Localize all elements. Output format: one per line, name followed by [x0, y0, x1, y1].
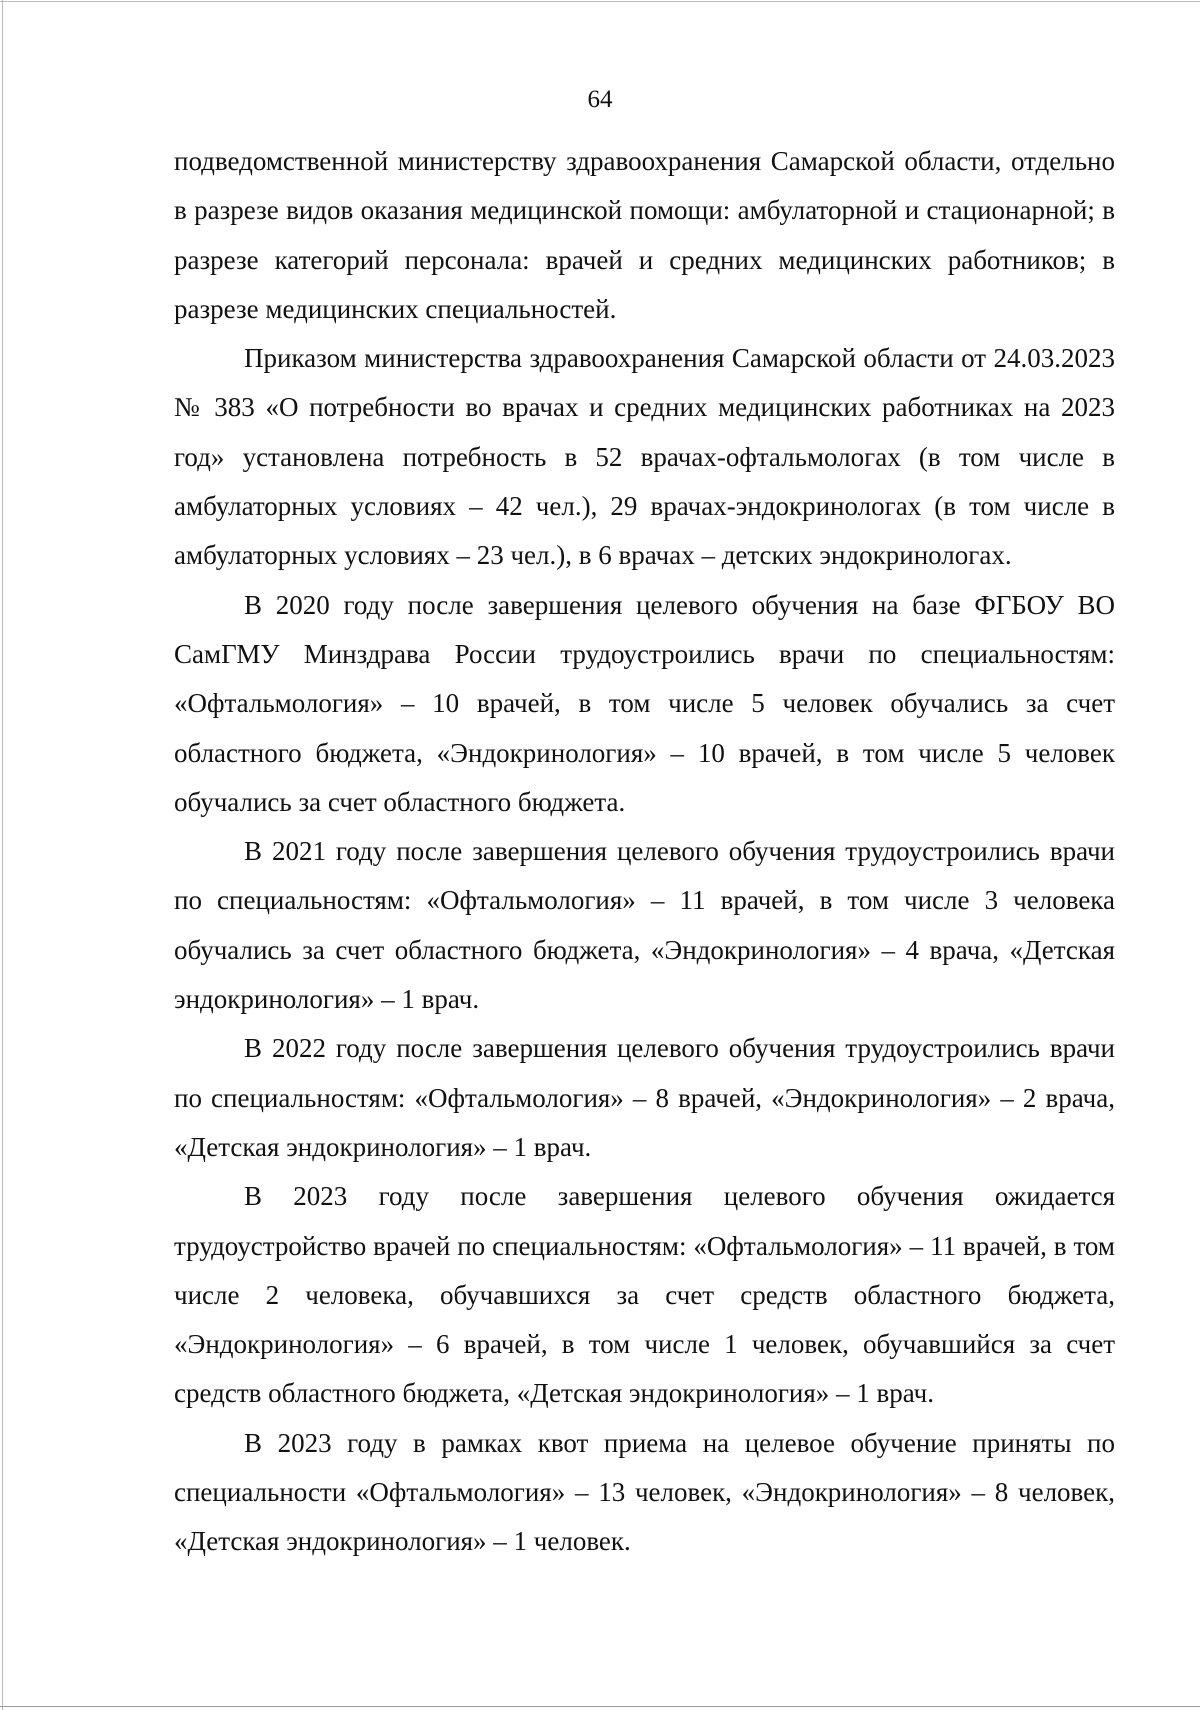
- paragraph-order: Приказом министерства здравоохранения Самарской области от 24.03.2023 № 383 «О потребности во врачах и средних медицинских работниках на 2023 год» установлена потребность в 52 врачах-офтальмологах (в том числе в амбулаторных условиях – 42 чел.), 29 врачах-эндокринологах (в том числе в амбулаторных условиях – 23 чел.), в 6 врачах – детских эндокринологах.: [174, 343, 1115, 571]
- paragraph-2022: В 2022 году после завершения целевого обучения трудоустроились врачи по специальностям: «Офтальмология» – 8 врачей, «Эндокринология» – 2 врача, «Детская эндокринология» – 1 врач.: [174, 1033, 1115, 1162]
- scan-bottom-border: [0, 1706, 1200, 1707]
- paragraph-2023-employment: В 2023 году после завершения целевого обучения ожидается трудоустройство врачей по специальностям: «Офтальмология» – 11 врачей, в том числе 2 человека, обучавшихся за счет средств областного бюджета, «Эндокринология» – 6 врачей, в том числе 1 человек, обучавшийся за счет средств областного бюджета, «Детская эндокринология» – 1 врач.: [174, 1181, 1115, 1409]
- scan-top-border: [0, 1, 1200, 2]
- paragraph-2021: В 2021 году после завершения целевого обучения трудоустроились врачи по специальностям: «Офтальмология» – 11 врачей, в том числе 3 человека обучались за счет областного бюджета, «Эндокринология» – 4 врача, «Детская эндокринология» – 1 врач.: [174, 836, 1115, 1015]
- scan-left-border: [2, 0, 3, 1710]
- document-body: [174, 137, 1115, 1567]
- paragraph-2023-quota: В 2023 году в рамках квот приема на целевое обучение приняты по специальности «Офтальмология» – 13 человек, «Эндокринология» – 8 человек, «Детская эндокринология» – 1 человек.: [174, 1427, 1115, 1557]
- paragraph-continuation: подведомственной министерству здравоохранения Самарской области, отдельно в разрезе видов оказания медицинской помощи: амбулаторной и стационарной; в разрезе категорий персонала: врачей и средних медицинских работников; в разрезе медицинских специальностей.: [174, 146, 1115, 324]
- paragraph-2020: В 2020 году после завершения целевого обучения на базе ФГБОУ ВО СамГМУ Минздрава России трудоустроились врачи по специальностям: «Офтальмология» – 10 врачей, в том числе 5 человек обучались за счет областного бюджета, «Эндокринология» – 10 врачей, в том числе 5 человек обучались за счет областного бюджета.: [174, 589, 1115, 817]
- page-number: 64: [587, 86, 613, 113]
